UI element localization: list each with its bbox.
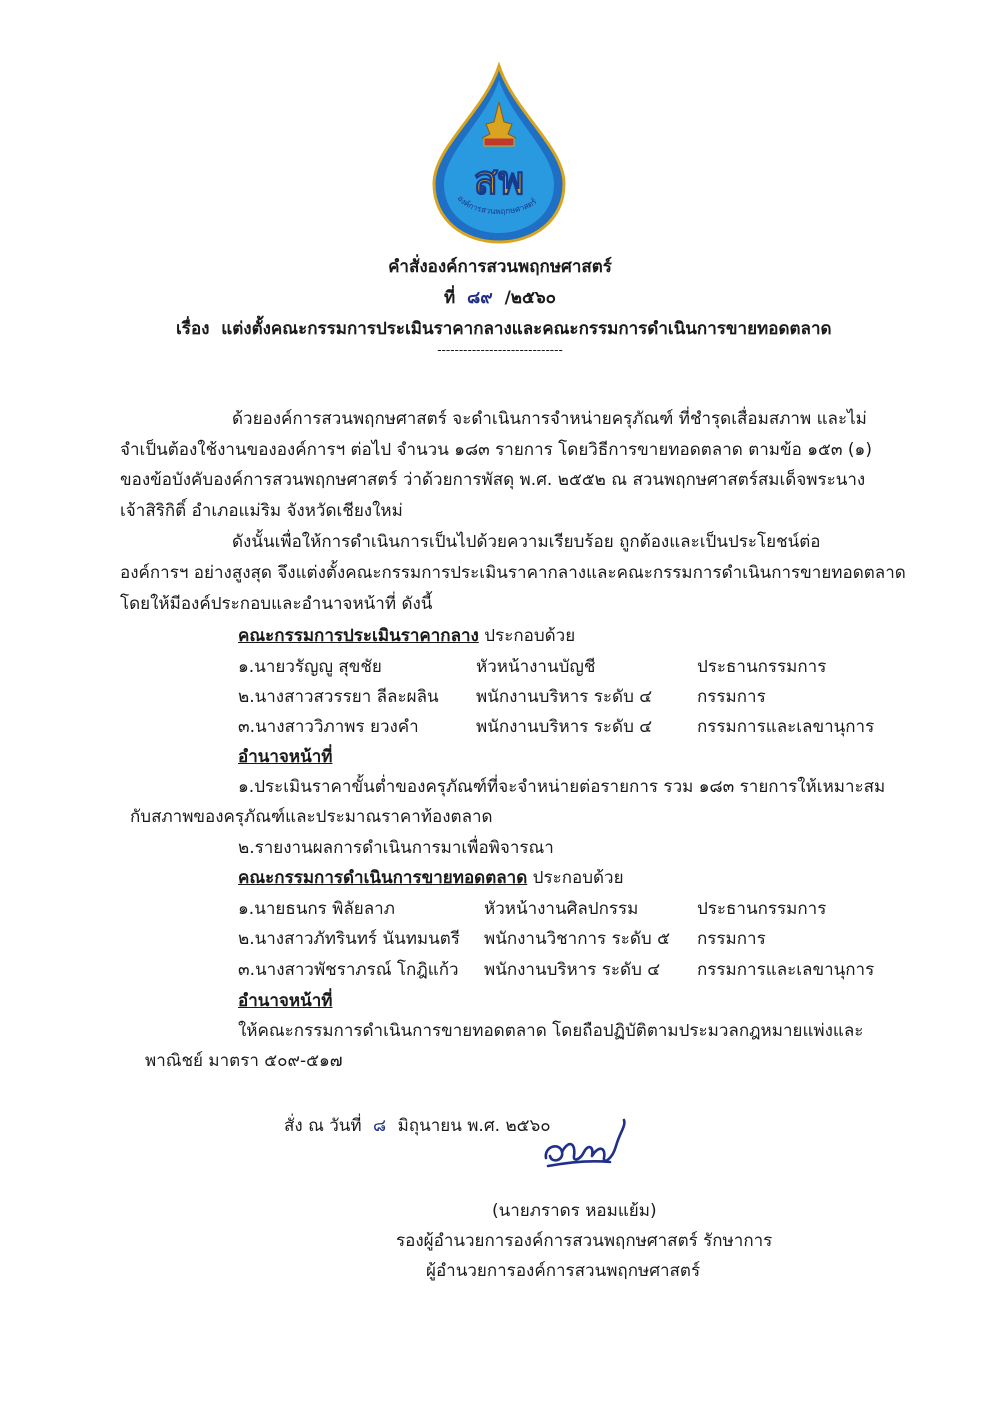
committee-1-heading-line <box>238 622 575 649</box>
date-handwritten: ๘ <box>373 1116 387 1136</box>
member-name: ๑.นายวรัญญู สุขชัย <box>238 657 382 677</box>
subject-text: แต่งตั้งคณะกรรมการประเมินราคากลางและคณะกรรมการดำเนินการขายทอดตลาด <box>221 319 832 339</box>
member-role: กรรมการและเลขานุการ <box>697 717 875 737</box>
signer-name: (นายภราดร หอมแย้ม) <box>492 1201 657 1221</box>
member-position: หัวหน้างานบัญชี <box>476 657 596 677</box>
member-name: ๑.นายธนกร พิลัยลาภ <box>238 899 395 919</box>
handwritten-signature <box>540 1116 630 1176</box>
committee-1-duty-2: ๒.รายงานผลการดำเนินการมาเพื่อพิจารณา <box>238 838 554 858</box>
date-suffix: มิถุนายน พ.ศ. ๒๕๖๐ <box>397 1116 551 1136</box>
committee-2-member <box>0 895 1000 919</box>
member-role: กรรมการและเลขานุการ <box>697 960 875 980</box>
committee-2-member <box>0 956 1000 980</box>
paragraph-2-line-2: องค์การฯ อย่างสูงสุด จึงแต่งตั้งคณะกรรมการประเมินราคากลางและคณะกรรมการดำเนินการขายทอดตลาด <box>120 563 906 583</box>
paragraph-2-line-1: ดังนั้นเพื่อให้การดำเนินการเป็นไปด้วยความเรียบร้อย ถูกต้องและเป็นประโยชน์ต่อ <box>232 532 821 552</box>
order-date <box>284 1112 551 1139</box>
organization-seal-logo <box>424 62 574 246</box>
committee-1-member <box>0 653 1000 677</box>
member-name: ๒.นางสาวภัทรินทร์ นันทมนตรี <box>238 929 460 949</box>
divider: ----------------------------- <box>437 343 563 357</box>
committee-1-member <box>0 713 1000 737</box>
member-position: หัวหน้างานศิลปกรรม <box>484 899 639 919</box>
committee-2-duty-line-2: พาณิชย์ มาตรา ๕๐๙-๕๑๗ <box>145 1051 343 1071</box>
committee-2-member <box>0 925 1000 949</box>
committee-1-member <box>0 683 1000 707</box>
paragraph-2-line-3: โดยให้มีองค์ประกอบและอำนาจหน้าที่ ดังนี้ <box>120 594 433 614</box>
member-role: ประธานกรรมการ <box>697 899 827 919</box>
subject-label: เรื่อง <box>176 319 210 339</box>
paragraph-1-line-4: เจ้าสิริกิติ์ อำเภอแม่ริม จังหวัดเชียงใหม่ <box>120 501 403 521</box>
committee-1-heading: คณะกรรมการประเมินราคากลาง <box>238 626 479 646</box>
subject-line <box>176 315 832 342</box>
number-suffix: /๒๕๖๐ <box>504 288 557 308</box>
svg-text:สพ: สพ <box>473 158 525 204</box>
member-role: กรรมการ <box>697 929 766 949</box>
number-handwritten: ๘๙ <box>467 288 493 308</box>
committee-2-duty-line-1: ให้คณะกรรมการดำเนินการขายทอดตลาด โดยถือปฏิบัติตามประมวลกฎหมายแพ่งและ <box>238 1021 864 1041</box>
date-prefix: สั่ง ณ วันที่ <box>284 1116 362 1136</box>
order-number <box>0 284 1000 311</box>
committee-2-duty-heading: อำนาจหน้าที่ <box>238 991 333 1011</box>
committee-1-duty-1-line-1: ๑.ประเมินราคาขั้นต่ำของครุภัณฑ์ที่จะจำหน่ายต่อรายการ รวม ๑๘๓ รายการให้เหมาะสม <box>238 777 886 797</box>
number-prefix: ที่ <box>443 288 456 308</box>
paragraph-1-line-1: ด้วยองค์การสวนพฤกษศาสตร์ จะดำเนินการจำหน่ายครุภัณฑ์ ที่ชำรุดเสื่อมสภาพ และไม่ <box>232 409 867 429</box>
signer-title-2: ผู้อำนวยการองค์การสวนพฤกษศาสตร์ <box>426 1261 701 1281</box>
member-role: กรรมการ <box>697 687 766 707</box>
member-position: พนักงานบริหาร ระดับ ๔ <box>484 960 661 980</box>
paragraph-1-line-3: ของข้อบังคับองค์การสวนพฤกษศาสตร์ ว่าด้วยการพัสดุ พ.ศ. ๒๕๕๒ ณ สวนพฤกษศาสตร์สมเด็จพระนาง <box>120 470 866 490</box>
committee-1-duty-heading: อำนาจหน้าที่ <box>238 747 333 767</box>
committee-1-suffix: ประกอบด้วย <box>484 626 576 646</box>
member-position: พนักงานวิชาการ ระดับ ๕ <box>484 929 670 949</box>
member-role: ประธานกรรมการ <box>697 657 827 677</box>
committee-1-duty-1-line-2: กับสภาพของครุภัณฑ์และประมาณราคาท้องตลาด <box>130 807 493 827</box>
paragraph-1-line-2: จำเป็นต้องใช้งานขององค์การฯ ต่อไป จำนวน ๑๘๓ รายการ โดยวิธีการขายทอดตลาด ตามข้อ ๑๕๓ (๑) <box>120 440 872 460</box>
member-name: ๒.นางสาวสวรรยา ลีละผลิน <box>238 687 439 707</box>
member-position: พนักงานบริหาร ระดับ ๔ <box>476 717 653 737</box>
member-name: ๓.นางสาวพัชราภรณ์ โกฎิแก้ว <box>238 960 459 980</box>
logo-text: องค์การสวนพฤกษศาสตร์ <box>455 193 539 217</box>
committee-2-suffix: ประกอบด้วย <box>532 868 624 888</box>
order-title: คำสั่งองค์การสวนพฤกษศาสตร์ <box>388 257 612 277</box>
committee-2-heading-line <box>238 864 624 891</box>
member-position: พนักงานบริหาร ระดับ ๔ <box>476 687 653 707</box>
signer-title-1: รองผู้อำนวยการองค์การสวนพฤกษศาสตร์ รักษาการ <box>396 1231 773 1251</box>
member-name: ๓.นางสาววิภาพร ยวงคำ <box>238 717 419 737</box>
committee-2-heading: คณะกรรมการดำเนินการขายทอดตลาด <box>238 868 528 888</box>
